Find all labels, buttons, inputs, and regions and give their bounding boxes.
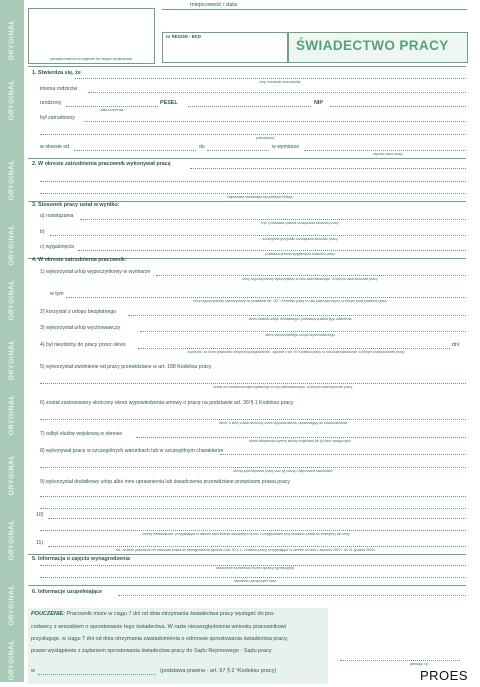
item3-label: 3) wykorzystał urlop wychowawczy bbox=[40, 325, 121, 331]
sec5-heading: 5. Informacja o zajęciu wynagrodzenia bbox=[32, 556, 130, 562]
caption-item3: okres wykorzystanego urlopu wychowawczego bbox=[264, 333, 336, 337]
caption-bailiff: oznaczenie komornika i numer sprawy egzekucyjnej bbox=[215, 566, 295, 570]
item2-label: 2) korzystał z urlopu bezpłatnego bbox=[40, 309, 117, 315]
caption-dimension: wymiar czasu pracy bbox=[373, 152, 403, 156]
caption-employee-name: imię i nazwisko pracownika bbox=[259, 80, 301, 84]
notice-line5-suffix: (podstawa prawna - art. 97 § 2 ¹Kodeksu pracy) bbox=[160, 668, 277, 674]
caption-item2: okres trwania urlopu bezpłatnego i podstawa prawna jego udzielenia bbox=[248, 317, 352, 321]
pesel-label: PESEL bbox=[160, 100, 178, 106]
supplementary-field[interactable] bbox=[118, 595, 466, 596]
sidebar-label: ORYGINAŁ bbox=[8, 339, 16, 381]
sec5-divider bbox=[28, 585, 466, 586]
place-date-line[interactable] bbox=[162, 9, 467, 10]
item8-field-line2[interactable] bbox=[40, 467, 466, 468]
period-to-label: do bbox=[199, 144, 205, 150]
sidebar-label: ORYGINAŁ bbox=[8, 584, 16, 626]
sec6-heading: 6. Informacje uzupełniające bbox=[32, 589, 103, 595]
employer-stamp-caption: pieczątka imienna lub nagłówek lub miejsce zamieszkania bbox=[49, 57, 133, 61]
item1-label: 1) wykorzystał urlop wypoczynkowy w wymiarze bbox=[40, 269, 151, 275]
sidebar-label: ORYGINAŁ bbox=[8, 454, 16, 496]
sidebar-label: ORYGINAŁ bbox=[8, 639, 16, 681]
item8-label: 8) wykonywał pracę w szczególnych warunkach lub w szczególnym charakterze bbox=[40, 448, 224, 454]
item9-field[interactable] bbox=[40, 496, 466, 497]
parents-field[interactable] bbox=[88, 92, 466, 93]
item1-field[interactable] bbox=[156, 275, 466, 276]
caption-item10: okresy nieskładkowe, przypadające w okresie zatrudnienia wskazanym w ust. 1 uwzględniane przy ustalaniu prawa do emerytury lub renty bbox=[142, 532, 350, 536]
item4-label: 4) był niezdolny do pracy przez okres bbox=[40, 342, 126, 348]
termination-c-field[interactable] bbox=[78, 250, 466, 251]
born-label: urodzony bbox=[40, 100, 62, 106]
sidebar-label: ORYGINAŁ bbox=[8, 279, 16, 321]
termination-b-field[interactable] bbox=[50, 235, 466, 236]
item10-label: 10) bbox=[36, 512, 44, 518]
dimension-field[interactable] bbox=[304, 150, 466, 151]
item6-label: 6) został zastosowany skrócony okres wypowiedzenia umowy o pracę na podstawie art. 36¹§ 1 Kodeksu pracy bbox=[40, 400, 294, 406]
place-date-label: miejscowość i data bbox=[190, 2, 237, 8]
caption-item4: liczba dni, za które pracownik otrzymał wynagrodzenie - zgodnie z art. 92 Kodeksu pracy, w roku kalendarzowym, w którym ustał stosunek pracy bbox=[187, 350, 405, 354]
notice-line2: codawcy z wnioskiem o sprostowanie tego świadectwa. W razie nieuwzględnienia wniosku pracownikowi bbox=[31, 624, 286, 630]
sec4-divider bbox=[28, 554, 466, 555]
caption-item6: okres, o który został skrócony okres wypowiedzenia, uprawniający do odszkodowania bbox=[218, 421, 348, 425]
sidebar-label: ORYGINAŁ bbox=[8, 159, 16, 201]
employer-stamp-box[interactable] bbox=[28, 8, 155, 64]
sec1-heading: 1. Stwierdza się, że bbox=[32, 70, 81, 76]
item2-field[interactable] bbox=[128, 315, 466, 316]
sidebar-label: ORYGINAŁ bbox=[8, 79, 16, 121]
signature-field[interactable] bbox=[340, 660, 460, 661]
nip-field[interactable] bbox=[330, 106, 466, 107]
notice-line4: prawo wystąpienia z żądaniem sprostowania świadectwa pracy do Sądu Rejonowego - Sądu pracy bbox=[31, 648, 272, 654]
caption-item1-sub: urlop wypoczynkowy wykorzystany na podstawie art. 167 ² Kodeksu pracy w roku kalendarzowym, w którym ustał stosunek pracy bbox=[193, 299, 387, 303]
item7-label: 7) odbył służbę wojskową w okresie bbox=[40, 431, 123, 437]
item10-field-line2[interactable] bbox=[40, 530, 466, 531]
positions-field-line2[interactable] bbox=[40, 181, 466, 182]
caption-termination-a: tryb i podstawa prawna rozwiązania stosunku pracy bbox=[261, 221, 339, 225]
item11-label: 11) bbox=[36, 540, 44, 546]
pesel-field[interactable] bbox=[188, 106, 311, 107]
caption-item11: dni, za które pracownik nie zachował prawa do wynagrodzenia zgodnie z art. 92 § 1 ¹ Kodeksu pracy, przypadające w okresie od dnia 1 stycznia 2003 r. do 31 grudnia 2003 r. bbox=[115, 548, 377, 552]
item6-field[interactable] bbox=[40, 419, 466, 420]
nip-label: NIP bbox=[314, 100, 323, 106]
positions-field[interactable] bbox=[190, 168, 466, 169]
notice-line1 bbox=[31, 611, 275, 617]
item1-sub-field[interactable] bbox=[66, 297, 466, 298]
termination-a-field[interactable] bbox=[80, 219, 466, 220]
termination-a-label: a) rozwiązania bbox=[40, 213, 74, 219]
item9-label: 9) wykorzystał dodatkowy urlop albo inne uprawnienia lub świadczenia przewidziane przepisami prawa pracy bbox=[40, 479, 290, 485]
item5-label: 5) wykorzystał zwolnienie od pracy przewidziane w art. 188 Kodeksu pracy bbox=[40, 364, 212, 370]
caption-termination-b: szczególne przypadki rozwiązania stosunku pracy bbox=[262, 237, 338, 241]
caption-deductions: wysokość potrąconych kwot bbox=[233, 579, 277, 583]
sidebar-label: ORYGINAŁ bbox=[8, 394, 16, 436]
employed-label: był zatrudniony bbox=[40, 115, 75, 121]
item3-field[interactable] bbox=[140, 331, 466, 332]
caption-positions: zajmowane stanowiska lub pełnione funkcje bbox=[227, 195, 293, 199]
item4-suffix: dni bbox=[452, 342, 459, 348]
employee-name-field[interactable] bbox=[75, 78, 466, 79]
termination-b-label: b) bbox=[40, 229, 45, 235]
notice-title: POUCZENIE: bbox=[31, 611, 65, 617]
caption-item7: okres odbywania czynnej służby wojskowej lub jej form zastępczych bbox=[249, 439, 351, 443]
item7-field[interactable] bbox=[136, 437, 466, 438]
item11-field[interactable] bbox=[48, 546, 466, 547]
dimension-label: w wymiarze bbox=[272, 144, 300, 150]
notice-text-1: Pracownik może w ciągu 7 dni od dnia otrzymania świadectwa pracy wystąpić do pra- bbox=[66, 611, 275, 617]
sec3-heading: 3. Stosunek pracy ustał w wyniku: bbox=[32, 202, 120, 208]
item8-field[interactable] bbox=[220, 454, 466, 455]
court-field[interactable] bbox=[38, 674, 156, 675]
employer-field-line2[interactable] bbox=[40, 134, 466, 135]
header-divider bbox=[28, 66, 466, 67]
employer-field[interactable] bbox=[85, 121, 466, 122]
period-from-label: w okresie od bbox=[40, 144, 70, 150]
caption-item1: urlop wypoczynkowy wykorzystany w roku kalendarzowym, w którym ustał stosunek pracy bbox=[242, 277, 378, 281]
brand-logo: PROES bbox=[420, 668, 469, 683]
sec4-heading: 4. W okresie zatrudnienia pracownik: bbox=[32, 257, 127, 263]
notice-line5-prefix: w bbox=[31, 668, 35, 674]
signature-caption: pieczęć i p bbox=[410, 662, 428, 666]
sidebar-label: ORYGINAŁ bbox=[8, 519, 16, 561]
document-title: ŚWIADECTWO PRACY bbox=[296, 38, 449, 53]
deductions-field[interactable] bbox=[40, 577, 466, 578]
item1-sub-label: w tym bbox=[50, 291, 64, 297]
caption-item8: okresy wykonywania pracy oraz jej rodzaj i zajmowane stanowisko bbox=[233, 469, 333, 473]
caption-birth-date: data urodzenia bbox=[100, 108, 124, 112]
item9-field-line2[interactable] bbox=[40, 508, 466, 509]
sec2-heading: 2. W okresie zatrudnienia pracownik wykonywał pracę bbox=[32, 161, 171, 167]
period-from-field[interactable] bbox=[74, 150, 196, 151]
caption-employer: pracodawca bbox=[255, 136, 275, 140]
notice-line3: przysługuje, w ciągu 7 dni od dnia otrzymania zawiadomienia o odmowie sprostowania świadectwa pracy, bbox=[31, 636, 289, 642]
sidebar-label: ORYGINAŁ bbox=[8, 224, 16, 266]
period-to-field[interactable] bbox=[207, 150, 269, 151]
sidebar-label: ORYGINAŁ bbox=[8, 19, 16, 61]
termination-c-label: c) wygaśnięcia bbox=[40, 244, 75, 250]
caption-termination-c: podstawa prawna wygaśnięcia stosunku pracy bbox=[265, 252, 335, 256]
caption-item5: liczba dni zwolnienia wykorzystanego w roku kalendarzowym, w którym ustał stosunek pracy bbox=[213, 385, 353, 389]
positions-field-line3[interactable] bbox=[40, 193, 466, 194]
item10-field[interactable] bbox=[48, 518, 466, 519]
regon-label: nr REGON - EKD bbox=[166, 34, 201, 39]
parents-label: imiona rodziców bbox=[40, 86, 78, 92]
item4-field[interactable] bbox=[138, 348, 450, 349]
birth-date-field[interactable] bbox=[66, 106, 158, 107]
sec1-divider bbox=[28, 158, 466, 159]
item5-field[interactable] bbox=[40, 383, 466, 384]
